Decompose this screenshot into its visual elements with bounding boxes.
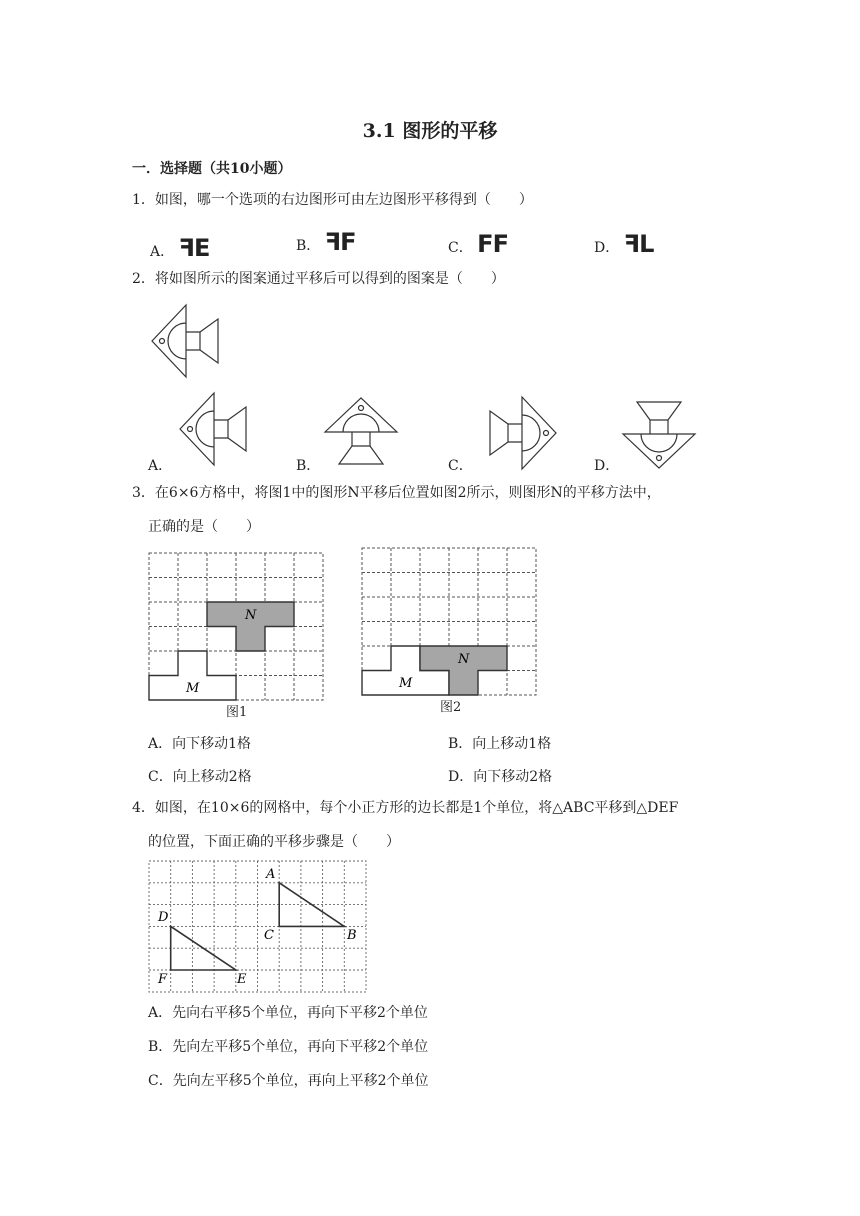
q3-stem-line2: 正确的是（ ） [148,519,260,535]
q1-option-d-label: D． [594,240,620,256]
q2-option-b[interactable]: B． [296,458,321,474]
q4-point-c: C [264,928,274,943]
q1-option-c[interactable] [448,230,508,258]
q2-option-b-figure [322,394,398,470]
q4-point-f: F [158,972,168,987]
q1-option-b[interactable] [296,228,356,256]
q1-option-c-figure: FF [477,230,508,258]
q4-point-b: B [347,928,357,943]
q3-option-b[interactable]: B．向上移动1格 [448,736,552,752]
q4-option-a[interactable]: A．先向右平移5个单位，再向下平移2个单位 [148,1005,428,1021]
q2-option-c[interactable]: C． [448,458,473,474]
q2-option-c-figure [484,394,560,470]
q3-fig2-label-m: M [399,676,413,691]
q1-option-a-figure: ꟻE [178,234,210,262]
q2-stem: 2．将如图所示的图案通过平移后可以得到的图案是（ ） [132,271,505,287]
q4-point-a: A [266,867,276,882]
q2-option-a-figure [176,390,252,466]
q1-option-a[interactable] [150,234,209,262]
q2-option-d-figure [620,396,696,472]
q1-option-d[interactable] [594,230,653,258]
q3-option-c[interactable]: C．向上移动2格 [148,769,252,785]
q3-fig1-label-n: N [245,608,257,623]
q4-stem-line2: 的位置，下面正确的平移步骤是（ ） [148,834,400,850]
q1-stem: 1．如图，哪一个选项的右边图形可由左边图形平移得到（ ） [132,192,533,208]
q1-option-d-figure: ꟻL [623,230,654,258]
q2-option-a[interactable]: A． [148,458,173,474]
q3-fig2-label-n: N [458,652,470,667]
q3-fig2-caption: 图2 [440,700,462,715]
q3-fig1-caption: 图1 [226,705,248,720]
q3-option-a[interactable]: A．向下移动1格 [148,736,252,752]
q4-stem-line1: 4．如图，在10×6的网格中，每个小正方形的边长都是1个单位，将△ABC平移到△DEF [132,800,679,816]
q3-stem-line1: 3．在6×6方格中，将图1中的图形N平移后位置如图2所示，则图形N的平移方法中， [132,485,661,501]
q3-figure-2 [361,547,537,697]
q4-point-e: E [237,972,247,987]
q1-option-c-label: C． [448,240,473,256]
q4-point-d: D [158,910,169,925]
q1-option-a-label: A． [150,244,175,260]
page-title: 3.1 图形的平移 [362,120,498,142]
q4-grid-figure [148,860,368,994]
q1-option-b-label: B． [296,238,321,254]
q2-original-fish-figure [148,302,224,378]
q2-option-d[interactable]: D． [594,458,620,474]
q3-figure-1 [148,552,324,702]
q3-option-d[interactable]: D．向下移动2格 [448,769,553,785]
q3-fig1-label-m: M [186,681,200,696]
q4-option-b[interactable]: B．先向左平移5个单位，再向下平移2个单位 [148,1039,429,1055]
section-heading: 一．选择题（共10小题） [132,161,292,177]
q4-option-c[interactable]: C．先向左平移5个单位，再向上平移2个单位 [148,1073,429,1089]
q1-option-b-figure: ꟻF [324,228,356,256]
